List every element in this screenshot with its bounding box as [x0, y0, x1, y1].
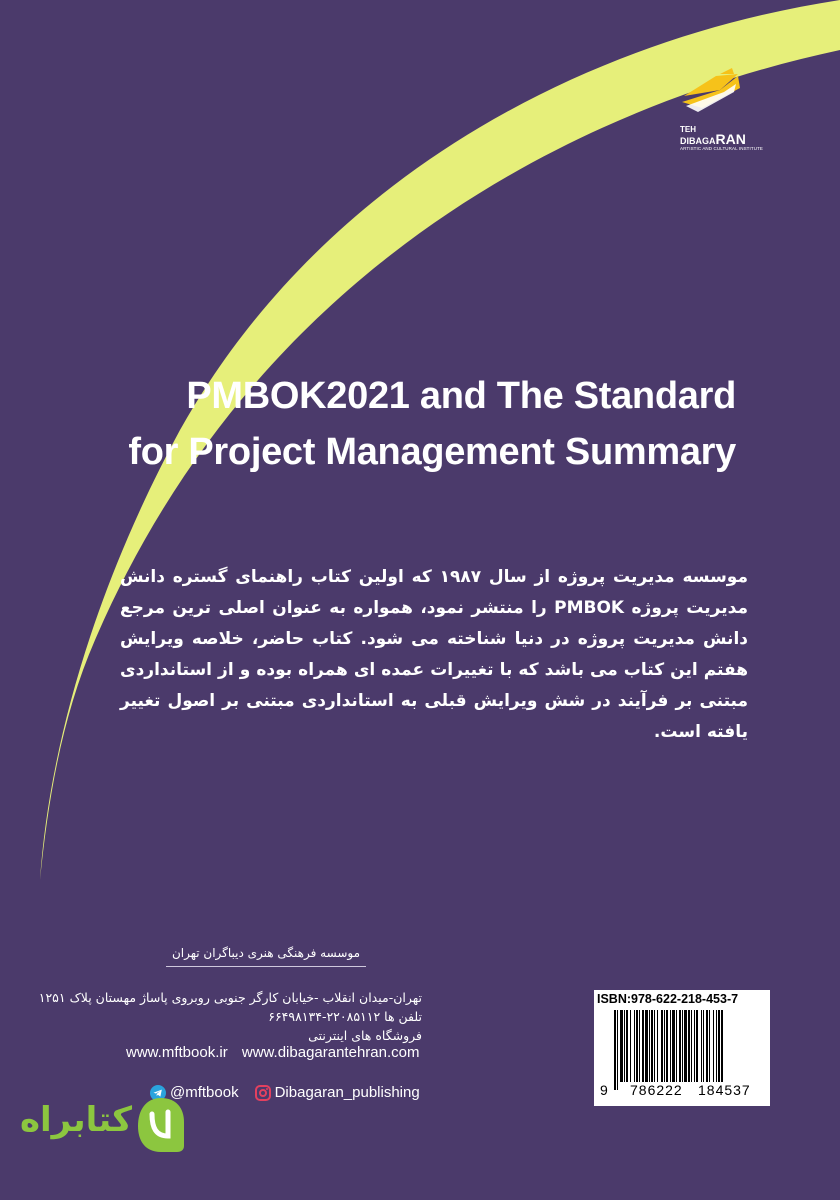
barcode-digits-left: 786222	[630, 1082, 683, 1098]
barcode-bar	[696, 1010, 698, 1082]
barcode-bar	[701, 1010, 702, 1082]
barcode-bar	[664, 1010, 665, 1082]
barcode-bar	[682, 1010, 683, 1082]
barcode-bar	[691, 1010, 692, 1082]
publisher-name: موسسه فرهنگی هنری دیباگران تهران	[166, 946, 366, 967]
barcode-bar	[672, 1010, 675, 1082]
barcode-bar	[661, 1010, 663, 1082]
instagram-handle[interactable]: Dibagaran_publishing	[274, 1084, 420, 1101]
barcode-bar	[626, 1010, 628, 1082]
barcode-bar	[642, 1010, 644, 1082]
barcode-bar	[617, 1010, 618, 1090]
barcode-bar	[654, 1010, 655, 1082]
logo-subtitle: ARTISTIC AND CULTURAL INSTITUTE	[680, 146, 764, 151]
barcode-digit-first: 9	[600, 1082, 608, 1098]
publisher-phone: تلفن ها ۲۲۰۸۵۱۱۲-۶۶۴۹۸۱۳۴	[268, 1009, 422, 1024]
barcode-bar	[676, 1010, 677, 1082]
book-title-line-2: for Project Management Summary	[128, 431, 736, 473]
telegram-handle[interactable]: @mftbook	[170, 1084, 239, 1101]
book-title-line-1: PMBOK2021 and The Standard	[186, 375, 736, 417]
logo-text-dibaga: DIBAGA	[680, 136, 716, 146]
barcode-bar	[718, 1010, 720, 1082]
ketabrah-logo-icon	[136, 1096, 186, 1154]
logo-text-ran: RAN	[715, 131, 746, 147]
website-link-dibagaran[interactable]: www.dibagarantehran.com	[241, 1044, 420, 1061]
book-title	[128, 368, 736, 480]
online-stores-label: فروشگاه های اینترنتی	[308, 1028, 422, 1043]
barcode-bar	[716, 1010, 717, 1082]
instagram-icon	[255, 1085, 271, 1101]
book-mark-icon	[676, 62, 746, 118]
barcode-bar	[688, 1010, 690, 1082]
watermark-text: کتابراه	[19, 1100, 132, 1140]
barcode-bar	[694, 1010, 695, 1082]
websites	[126, 1044, 419, 1061]
barcode-bar	[721, 1010, 723, 1090]
barcode-bar	[639, 1010, 640, 1082]
publisher-contact	[39, 988, 422, 1045]
barcode-bar	[620, 1010, 623, 1082]
barcode-bar	[657, 1010, 658, 1082]
barcode-bar	[713, 1010, 714, 1082]
barcode-bar	[645, 1010, 648, 1082]
logo-text-teh: TEH	[680, 125, 696, 134]
barcode-bar	[670, 1010, 671, 1090]
barcode-bar	[709, 1010, 710, 1082]
barcode-digits-right: 184537	[698, 1082, 751, 1098]
barcode-bar	[651, 1010, 653, 1082]
publisher-logo	[668, 62, 764, 162]
ketabrah-watermark	[19, 1094, 186, 1156]
barcode-bar	[630, 1010, 631, 1082]
barcode-bar	[614, 1010, 616, 1090]
barcode-bar	[666, 1010, 668, 1082]
barcode-bar	[703, 1010, 704, 1082]
barcode-bar	[684, 1010, 687, 1082]
barcode-bar	[706, 1010, 708, 1082]
barcode-bar	[634, 1010, 635, 1082]
barcode-bar	[679, 1010, 681, 1082]
barcode-bar	[649, 1010, 650, 1082]
book-description: موسسه مدیریت پروژه از سال ۱۹۸۷ که اولین کتاب راهنمای گستره دانش مدیریت پروژه PMBOK را منتشر نمود، همواره به عنوان اصلی ترین مرجع دانش مدیریت پروژه در دنیا شناخته می شود. کتاب حاضر، خلاصه ویرایش هفتم این کتاب می باشد که با تغییرات عمده ای همراه بوده و از استانداردی مبتنی بر فرآیند در شش ویرایش قبلی به استانداردی مبتنی بر اصول تغییر یافته است.	[120, 567, 748, 742]
isbn-number: ISBN:978-622-218-453-7	[597, 992, 739, 1006]
website-link-mftbook[interactable]: www.mftbook.ir	[126, 1044, 228, 1061]
publisher-address: تهران-میدان انقلاب -خیابان کارگر جنوبی روبروی پاساژ مهستان پلاک ۱۲۵۱	[38, 990, 422, 1005]
social-links	[150, 1084, 420, 1101]
barcode-bar	[624, 1010, 625, 1082]
barcode-bar	[636, 1010, 638, 1082]
isbn-barcode	[594, 990, 770, 1106]
barcode-bars	[614, 1010, 760, 1090]
